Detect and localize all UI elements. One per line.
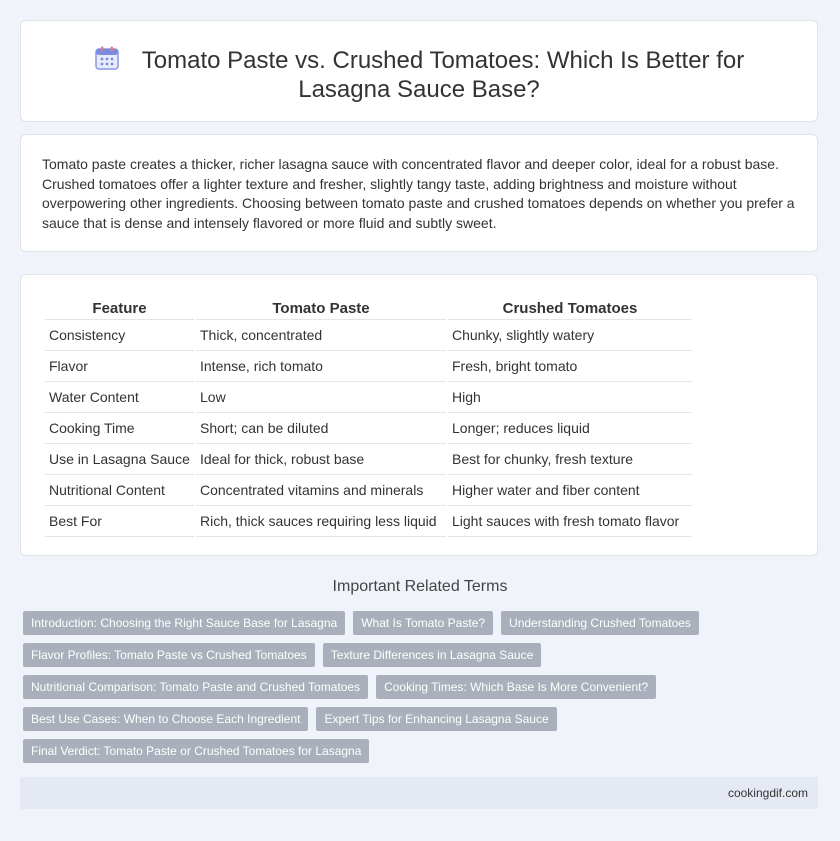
table-row — [45, 351, 692, 382]
related-term-tag[interactable]: Flavor Profiles: Tomato Paste vs Crushed Tomatoes — [23, 643, 315, 667]
table-cell: Flavor — [45, 351, 194, 382]
related-terms-title: Important Related Terms — [332, 578, 508, 595]
table-cell: Higher water and fiber content — [448, 475, 692, 506]
related-terms-list — [23, 611, 723, 763]
related-term-tag[interactable]: Understanding Crushed Tomatoes — [501, 611, 699, 635]
header-crushed-tomatoes: Crushed Tomatoes — [448, 295, 692, 320]
table-cell: Ideal for thick, robust base — [196, 444, 446, 475]
table-row — [45, 475, 692, 506]
table-cell: Water Content — [45, 382, 194, 413]
table-cell: Best For — [45, 506, 194, 537]
related-term-tag[interactable]: Texture Differences in Lasagna Sauce — [323, 643, 542, 667]
table-cell: Concentrated vitamins and minerals — [196, 475, 446, 506]
related-term-tag[interactable]: Best Use Cases: When to Choose Each Ingredient — [23, 707, 308, 731]
table-cell: Best for chunky, fresh texture — [448, 444, 692, 475]
table-row — [45, 382, 692, 413]
footer-bar — [20, 777, 818, 809]
related-term-tag[interactable]: Final Verdict: Tomato Paste or Crushed Tomatoes for Lasagna — [23, 739, 369, 763]
related-term-tag[interactable]: Cooking Times: Which Base Is More Convenient? — [376, 675, 656, 699]
comparison-table — [43, 295, 694, 537]
comparison-table-card — [20, 274, 818, 556]
intro-card — [20, 134, 818, 252]
table-row — [45, 320, 692, 351]
table-cell: Fresh, bright tomato — [448, 351, 692, 382]
table-row — [45, 506, 692, 537]
related-term-tag[interactable]: Introduction: Choosing the Right Sauce Base for Lasagna — [23, 611, 345, 635]
table-cell: Short; can be diluted — [196, 413, 446, 444]
related-term-tag[interactable]: What Is Tomato Paste? — [353, 611, 493, 635]
table-cell: High — [448, 382, 692, 413]
page-title-wrap — [21, 45, 817, 104]
footer-site-link[interactable]: cookingdif.com — [727, 786, 808, 800]
table-cell: Longer; reduces liquid — [448, 413, 692, 444]
table-cell: Rich, thick sauces requiring less liquid — [196, 506, 446, 537]
table-cell: Light sauces with fresh tomato flavor — [448, 506, 692, 537]
table-row — [45, 444, 692, 475]
table-cell: Chunky, slightly watery — [448, 320, 692, 351]
table-row — [45, 413, 692, 444]
calendar-icon — [94, 45, 120, 71]
table-header-row — [45, 295, 692, 320]
intro-paragraph: Tomato paste creates a thicker, richer lasagna sauce with concentrated flavor and deeper color, ideal for a robust base. Crushed tomatoes offer a lighter texture and fresher, slightly tangy taste, adding brightness and moisture without overpowering other ingredients. Choosing between tomato paste and crushed tomatoes depends on whether you prefer a sauce that is dense and intensely flavored or more fluid and subtly sweet. — [42, 156, 795, 231]
table-cell: Thick, concentrated — [196, 320, 446, 351]
related-term-tag[interactable]: Expert Tips for Enhancing Lasagna Sauce — [316, 707, 556, 731]
table-cell: Consistency — [45, 320, 194, 351]
table-cell: Nutritional Content — [45, 475, 194, 506]
table-cell: Cooking Time — [45, 413, 194, 444]
table-cell: Intense, rich tomato — [196, 351, 446, 382]
page-title: Tomato Paste vs. Crushed Tomatoes: Which Is Better for Lasagna Sauce Base? — [141, 47, 745, 103]
header-tomato-paste: Tomato Paste — [196, 295, 446, 320]
table-cell: Low — [196, 382, 446, 413]
related-term-tag[interactable]: Nutritional Comparison: Tomato Paste and Crushed Tomatoes — [23, 675, 368, 699]
table-cell: Use in Lasagna Sauce — [45, 444, 194, 475]
header-card — [20, 20, 818, 122]
header-feature: Feature — [45, 295, 194, 320]
